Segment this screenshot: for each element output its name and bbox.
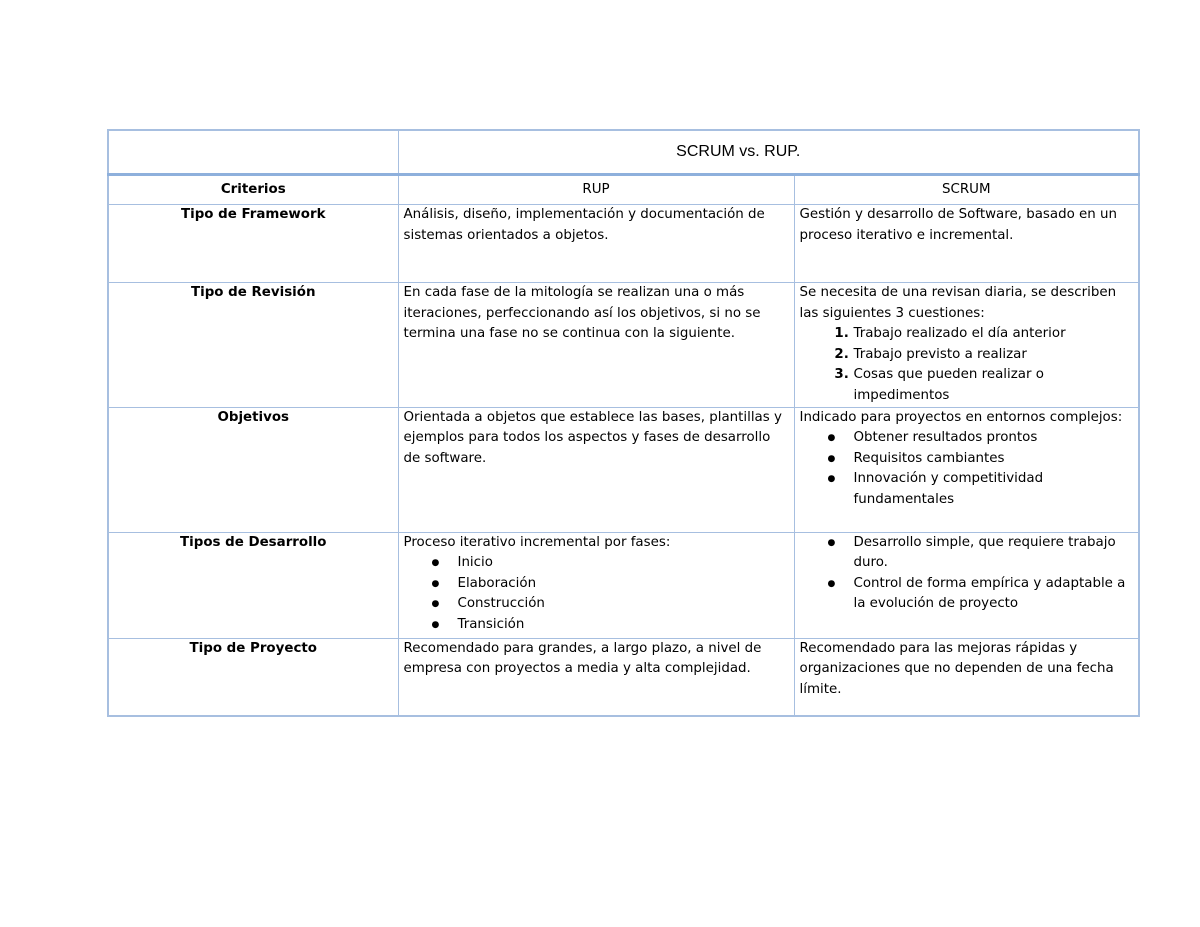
scrum-text: Gestión y desarrollo de Software, basado en un proceso iterativo e incremental.	[799, 207, 1117, 243]
table-title-cell	[398, 130, 1139, 175]
table-title-row	[108, 130, 1139, 175]
table-row	[108, 638, 1139, 716]
criterion-cell: Tipos de Desarrollo	[108, 532, 398, 638]
numbered-list	[800, 324, 1134, 406]
rup-cell	[398, 532, 794, 638]
rup-cell	[398, 205, 794, 283]
header-rup: RUP	[398, 175, 794, 205]
title-empty-cell	[108, 130, 398, 175]
rup-cell	[398, 638, 794, 716]
comparison-table	[107, 129, 1140, 717]
table-row	[108, 205, 1139, 283]
rup-text: En cada fase de la mitología se realizan una o más iteraciones, perfeccionando así los objetivos, si no se termina una fase no se continua con la siguiente.	[403, 285, 761, 342]
scrum-cell	[794, 532, 1139, 638]
scrum-intro: Se necesita de una revisan diaria, se describen las siguientes 3 cuestiones:	[799, 285, 1117, 321]
table-row	[108, 283, 1139, 408]
list-item: ● Inicio	[458, 553, 789, 574]
bullet-list	[404, 553, 789, 635]
rup-text: Recomendado para grandes, a largo plazo, a nivel de empresa con proyectos a media y alta complejidad.	[403, 640, 762, 677]
list-item: 1. Trabajo realizado el día anterior	[854, 324, 1134, 345]
header-scrum: SCRUM	[794, 175, 1139, 205]
scrum-cell	[794, 407, 1139, 532]
list-item: ● Innovación y competitividad fundamentales	[854, 469, 1134, 510]
scrum-cell	[794, 638, 1139, 716]
list-item: ● Requisitos cambiantes	[854, 449, 1134, 470]
rup-text: Orientada a objetos que establece las bases, plantillas y ejemplos para todos los aspectos y fases de desarrollo de software.	[403, 409, 782, 466]
table-row	[108, 532, 1139, 638]
table-title: SCRUM vs. RUP.	[676, 142, 801, 160]
scrum-text: Recomendado para las mejoras rápidas y organizaciones que no dependen de una fecha límite.	[799, 640, 1114, 697]
table-header-row	[108, 175, 1139, 205]
rup-intro: Proceso iterativo incremental por fases:	[403, 534, 671, 550]
criterion-cell: Objetivos	[108, 407, 398, 532]
list-item: 2. Trabajo previsto a realizar	[854, 345, 1134, 366]
bullet-list	[800, 428, 1134, 510]
list-item: ● Construcción	[458, 594, 789, 615]
scrum-cell	[794, 205, 1139, 283]
list-item: ● Control de forma empírica y adaptable a la evolución de proyecto	[854, 574, 1134, 615]
scrum-intro: Indicado para proyectos en entornos complejos:	[799, 409, 1123, 425]
list-item: ● Obtener resultados prontos	[854, 428, 1134, 449]
criterion-cell: Tipo de Revisión	[108, 283, 398, 408]
scrum-cell	[794, 283, 1139, 408]
list-item: 3. Cosas que pueden realizar o impedimentos	[854, 365, 1134, 406]
rup-cell	[398, 283, 794, 408]
list-item: ● Desarrollo simple, que requiere trabajo duro.	[854, 533, 1134, 574]
list-item: ● Transición	[458, 615, 789, 636]
rup-text: Análisis, diseño, implementación y documentación de sistemas orientados a objetos.	[403, 207, 765, 243]
bullet-list	[800, 533, 1134, 615]
header-criterios: Criterios	[108, 175, 398, 205]
list-item: ● Elaboración	[458, 574, 789, 595]
criterion-cell: Tipo de Framework	[108, 205, 398, 283]
table-row	[108, 407, 1139, 532]
criterion-cell: Tipo de Proyecto	[108, 638, 398, 716]
rup-cell	[398, 407, 794, 532]
